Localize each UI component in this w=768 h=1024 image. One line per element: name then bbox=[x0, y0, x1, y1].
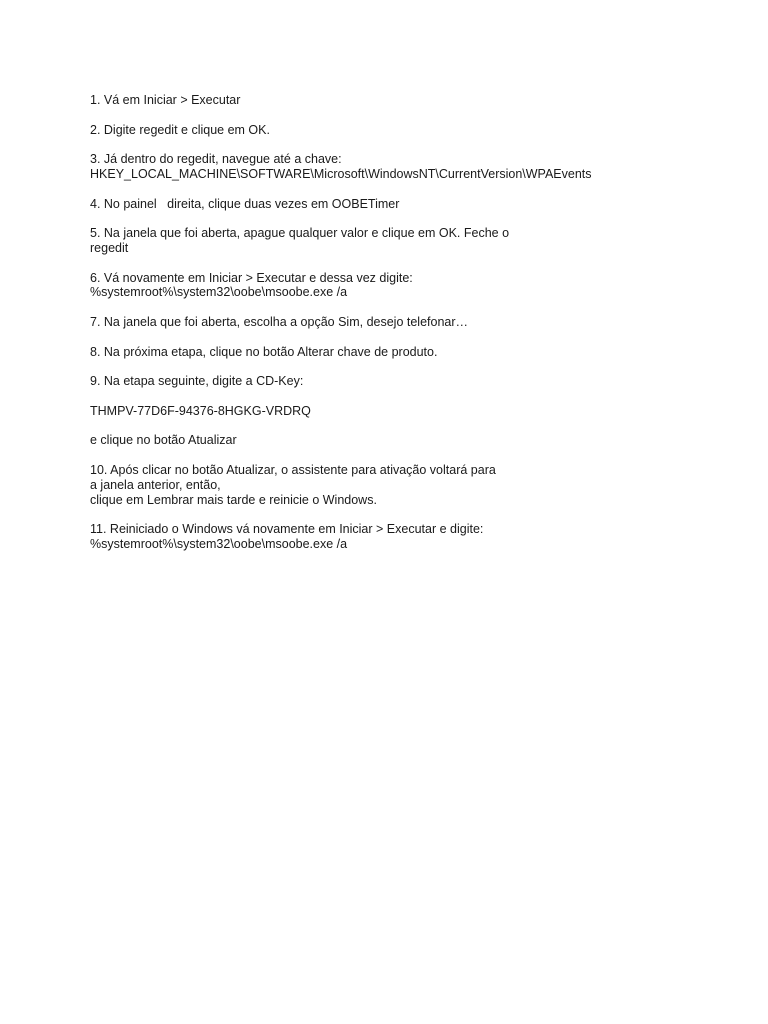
step-6 bbox=[90, 271, 730, 301]
text-line: 4. No painel direita, clique duas vezes em OOBETimer bbox=[90, 196, 400, 211]
text-line: clique em Lembrar mais tarde e reinicie o Windows. bbox=[90, 492, 377, 507]
text-line: 9. Na etapa seguinte, digite a CD-Key: bbox=[90, 374, 304, 389]
text-line: 2. Digite regedit e clique em OK. bbox=[90, 122, 270, 137]
step-7 bbox=[90, 315, 730, 330]
step-2 bbox=[90, 123, 730, 138]
document-body bbox=[90, 93, 730, 567]
step-5 bbox=[90, 226, 730, 256]
step-1 bbox=[90, 93, 730, 108]
text-line: e clique no botão Atualizar bbox=[90, 433, 237, 448]
text-line: 10. Após clicar no botão Atualizar, o assistente para ativação voltará para bbox=[90, 462, 496, 477]
text-line: 6. Vá novamente em Iniciar > Executar e dessa vez digite: bbox=[90, 270, 413, 285]
command-line: %systemroot%\system32\oobe\msoobe.exe /a bbox=[90, 285, 348, 300]
step-4 bbox=[90, 197, 730, 212]
text-line: THMPV-77D6F-94376-8HGKG-VRDRQ bbox=[90, 403, 311, 418]
registry-path: HKEY_LOCAL_MACHINE\SOFTWARE\Microsoft\WindowsNT\CurrentVersion\WPAEvents bbox=[90, 166, 592, 181]
text-line: 3. Já dentro do regedit, navegue até a chave: bbox=[90, 152, 342, 167]
text-line: 11. Reiniciado o Windows vá novamente em Iniciar > Executar e digite: bbox=[90, 522, 484, 537]
step-11 bbox=[90, 522, 730, 552]
cd-key bbox=[90, 404, 730, 419]
text-line: 7. Na janela que foi aberta, escolha a opção Sim, desejo telefonar… bbox=[90, 314, 469, 329]
command-line: %systemroot%\system32\oobe\msoobe.exe /a bbox=[90, 536, 348, 551]
text-line: a janela anterior, então, bbox=[90, 477, 221, 492]
step-8 bbox=[90, 345, 730, 360]
step-9-continuation bbox=[90, 433, 730, 448]
text-line: 5. Na janela que foi aberta, apague qualquer valor e clique em OK. Feche o bbox=[90, 226, 510, 241]
step-3 bbox=[90, 152, 730, 182]
text-line: 1. Vá em Iniciar > Executar bbox=[90, 93, 241, 107]
text-line: regedit bbox=[90, 240, 129, 255]
step-10 bbox=[90, 463, 730, 507]
text-line: 8. Na próxima etapa, clique no botão Alterar chave de produto. bbox=[90, 344, 438, 359]
step-9 bbox=[90, 374, 730, 389]
